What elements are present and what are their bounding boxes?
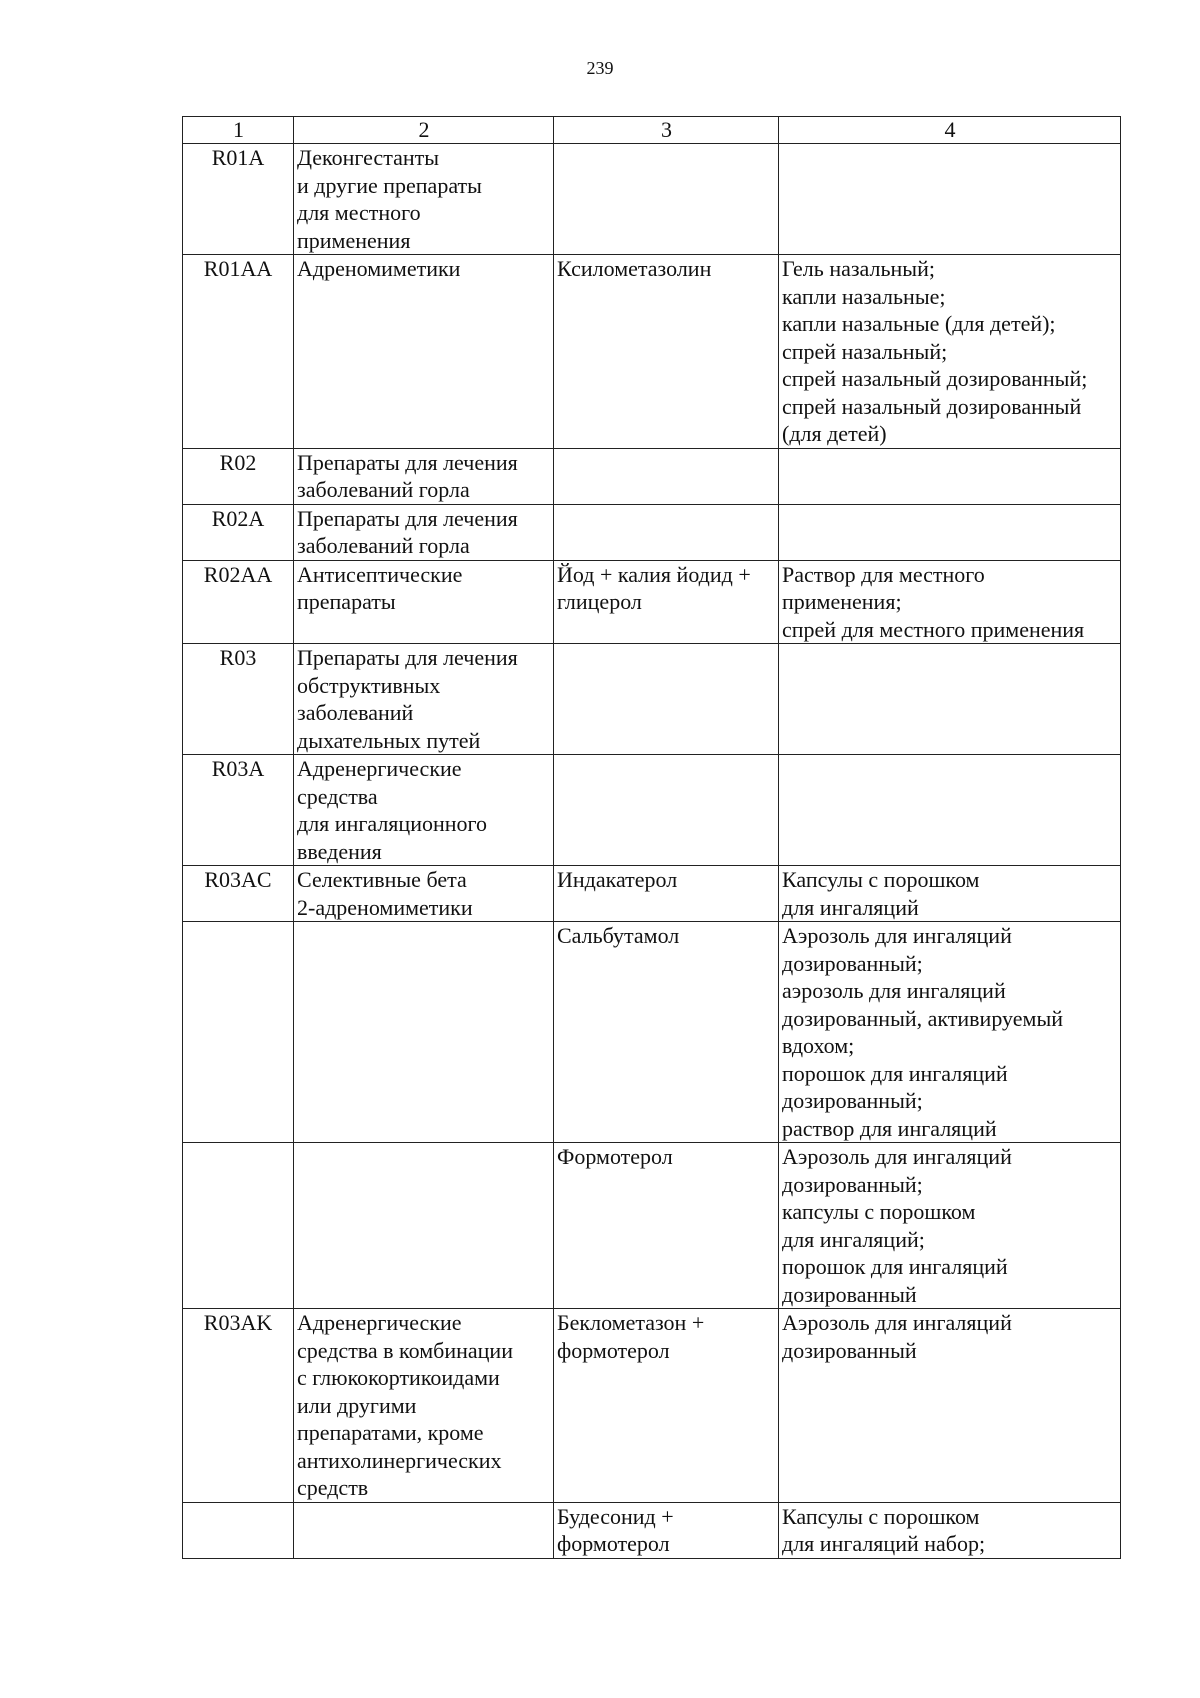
group-name-cell	[294, 1143, 554, 1309]
group-name-cell: Антисептические препараты	[294, 560, 554, 644]
atc-code-cell: R01A	[183, 144, 294, 255]
column-header-4: 4	[779, 117, 1121, 144]
group-name-cell	[294, 922, 554, 1143]
atc-code-cell: R03AC	[183, 866, 294, 922]
atc-code-cell: R01AA	[183, 255, 294, 449]
table-row	[183, 755, 1121, 866]
table-row	[183, 866, 1121, 922]
drug-name-cell	[554, 448, 779, 504]
drug-name-cell	[554, 644, 779, 755]
drug-name-cell: Йод + калия йодид + глицерол	[554, 560, 779, 644]
medication-table	[182, 116, 1121, 1559]
drug-name-cell: Формотерол	[554, 1143, 779, 1309]
column-header-3: 3	[554, 117, 779, 144]
dosage-forms-cell	[779, 144, 1121, 255]
table-row	[183, 504, 1121, 560]
atc-code-cell: R03AK	[183, 1309, 294, 1503]
drug-name-cell: Ксилометазолин	[554, 255, 779, 449]
drug-name-cell: Будесонид + формотерол	[554, 1502, 779, 1558]
atc-code-cell	[183, 922, 294, 1143]
drug-name-cell: Сальбутамол	[554, 922, 779, 1143]
dosage-forms-cell: Аэрозоль для ингаляций дозированный	[779, 1309, 1121, 1503]
dosage-forms-cell	[779, 448, 1121, 504]
drug-name-cell	[554, 755, 779, 866]
group-name-cell	[294, 1502, 554, 1558]
dosage-forms-cell: Аэрозоль для ингаляций дозированный; аэрозоль для ингаляций дозированный, активируемый вдохом; порошок для ингаляций дозированный; раствор для ингаляций	[779, 922, 1121, 1143]
drug-name-cell: Индакатерол	[554, 866, 779, 922]
group-name-cell: Адренергические средства для ингаляционного введения	[294, 755, 554, 866]
table-row	[183, 144, 1121, 255]
column-header-2: 2	[294, 117, 554, 144]
atc-code-cell: R03	[183, 644, 294, 755]
atc-code-cell: R02	[183, 448, 294, 504]
atc-code-cell: R02A	[183, 504, 294, 560]
group-name-cell: Препараты для лечения обструктивных заболеваний дыхательных путей	[294, 644, 554, 755]
table-row	[183, 922, 1121, 1143]
table-row	[183, 1502, 1121, 1558]
table-row	[183, 1309, 1121, 1503]
table-row	[183, 448, 1121, 504]
drug-name-cell: Беклометазон + формотерол	[554, 1309, 779, 1503]
dosage-forms-cell: Гель назальный; капли назальные; капли назальные (для детей); спрей назальный; спрей назальный дозированный; спрей назальный дозированный (для детей)	[779, 255, 1121, 449]
column-header-1: 1	[183, 117, 294, 144]
table-row	[183, 644, 1121, 755]
dosage-forms-cell	[779, 755, 1121, 866]
group-name-cell: Селективные бета 2-адреномиметики	[294, 866, 554, 922]
table-row	[183, 255, 1121, 449]
drug-name-cell	[554, 144, 779, 255]
dosage-forms-cell: Капсулы с порошком для ингаляций набор;	[779, 1502, 1121, 1558]
atc-code-cell: R03A	[183, 755, 294, 866]
atc-code-cell: R02AA	[183, 560, 294, 644]
group-name-cell: Адреномиметики	[294, 255, 554, 449]
table-header-row	[183, 117, 1121, 144]
group-name-cell: Препараты для лечения заболеваний горла	[294, 504, 554, 560]
atc-code-cell	[183, 1502, 294, 1558]
dosage-forms-cell: Аэрозоль для ингаляций дозированный; капсулы с порошком для ингаляций; порошок для ингаляций дозированный	[779, 1143, 1121, 1309]
page-number: 239	[586, 58, 614, 78]
drug-name-cell	[554, 504, 779, 560]
atc-code-cell	[183, 1143, 294, 1309]
group-name-cell: Деконгестанты и другие препараты для местного применения	[294, 144, 554, 255]
dosage-forms-cell	[779, 644, 1121, 755]
group-name-cell: Препараты для лечения заболеваний горла	[294, 448, 554, 504]
dosage-forms-cell	[779, 504, 1121, 560]
table-row	[183, 1143, 1121, 1309]
group-name-cell: Адренергические средства в комбинации с глюкокортикоидами или другими препаратами, кроме антихолинергических средств	[294, 1309, 554, 1503]
dosage-forms-cell: Раствор для местного применения; спрей для местного применения	[779, 560, 1121, 644]
table-row	[183, 560, 1121, 644]
dosage-forms-cell: Капсулы с порошком для ингаляций	[779, 866, 1121, 922]
